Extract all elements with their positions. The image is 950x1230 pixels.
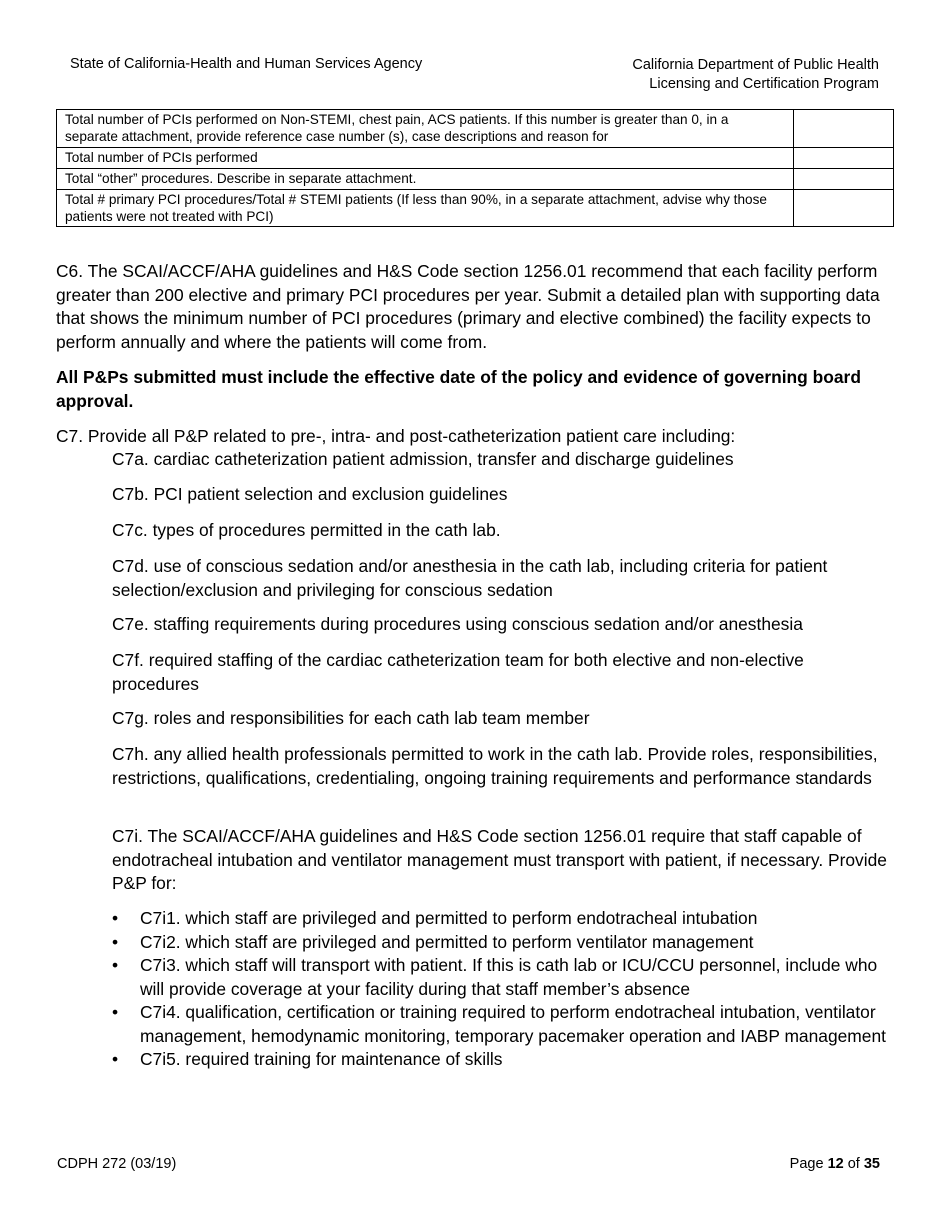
bullet-text: C7i4. qualification, certification or training required to perform endotracheal intubation, ventilator management, hemodynamic monitoring, temporary pacemaker operation and IABP management [140,1002,886,1046]
table-row [57,190,894,227]
list-item: C7f. required staffing of the cardiac catheterization team for both elective and non-elective procedures [112,650,804,694]
list-item: C7c. types of procedures permitted in the cath lab. [112,520,501,540]
list-item: C7h. any allied health professionals permitted to work in the cath lab. Provide roles, responsibilities, restrictions, qualifications, credentialing, ongoing training requirements and performance standards [112,744,878,788]
section-c7-intro: C7. Provide all P&P related to pre-, intra- and post-catheterization patient care including: [56,426,736,446]
bullet-icon: • [112,1002,119,1022]
list-item: C7g. roles and responsibilities for each cath lab team member [112,708,590,728]
c7i-bullet-list [112,907,902,1072]
list-item: C7e. staffing requirements during procedures using conscious sedation and/or anesthesia [112,614,803,634]
bullet-item [112,1048,902,1072]
bullet-item [112,907,902,931]
list-item: C7i. The SCAI/ACCF/AHA guidelines and H&S Code section 1256.01 require that staff capable of endotracheal intubation and ventilator management must transport with patient, if necessary. Provide P&P for: [112,826,887,893]
section-c6-paragraph: C6. The SCAI/ACCF/AHA guidelines and H&S Code section 1256.01 recommend that each facility perform greater than 200 elective and primary PCI procedures per year. Submit a detailed plan with supporting data that shows the minimum number of PCI procedures (primary and elective combined) the facility expects to perform annually and where the patients will come from. [56,261,880,352]
page-current: 12 [827,1156,844,1172]
header-department-name: California Department of Public Health [632,57,879,73]
table-row-label: Total number of PCIs performed [57,148,794,169]
page-word: Page [789,1156,824,1172]
table-row-label: Total “other” procedures. Describe in separate attachment. [57,169,794,190]
bullet-text: C7i3. which staff will transport with patient. If this is cath lab or ICU/CCU personnel, include who will provide coverage at your facility during that staff member’s absence [140,955,878,999]
page-number [790,1156,880,1172]
bullet-text: C7i1. which staff are privileged and permitted to perform endotracheal intubation [140,908,758,928]
table-row-value-field[interactable] [794,169,894,190]
bullet-icon: • [112,1049,119,1069]
bullet-text: C7i5. required training for maintenance of skills [140,1049,503,1069]
page-of-word: of [847,1156,860,1172]
table-row-value-field[interactable] [794,110,894,148]
bullet-item [112,1001,902,1048]
table-row-value-field[interactable] [794,190,894,227]
table-row [57,148,894,169]
bullet-text: C7i2. which staff are privileged and permitted to perform ventilator management [140,931,754,952]
table-row [57,169,894,190]
bullet-icon: • [112,955,119,975]
list-item: C7a. cardiac catheterization patient admission, transfer and discharge guidelines [112,449,734,469]
form-number: CDPH 272 (03/19) [57,1156,177,1172]
bullet-item [112,954,902,1001]
bullet-icon: • [112,908,119,928]
header-program-name: Licensing and Certification Program [649,76,879,92]
table-row [57,110,894,148]
list-item: C7d. use of conscious sedation and/or anesthesia in the cath lab, including criteria for patient selection/exclusion and privileging for conscious sedation [112,556,828,600]
table-row-label: Total # primary PCI procedures/Total # STEMI patients (If less than 90%, in a separate attachment, advise why those patients were not treated with PCI) [57,190,794,227]
bullet-icon: • [112,931,119,952]
page-total: 35 [863,1156,880,1172]
pci-totals-table [56,109,894,227]
bullet-item [112,931,902,955]
list-item: C7b. PCI patient selection and exclusion guidelines [112,484,508,504]
table-row-label-text: Total number of PCIs performed on Non-STEMI, chest pain, ACS patients. If this number is greater than 0, in a separate attachment, provide reference case number (s), case descriptions and reason for [65,112,729,144]
table-row-value-field[interactable] [794,148,894,169]
header-department [632,56,879,94]
table-row-label [57,110,794,148]
header-agency: State of California-Health and Human Services Agency [70,56,423,72]
pp-notice: All P&Ps submitted must include the effective date of the policy and evidence of governing board approval. [56,367,861,411]
